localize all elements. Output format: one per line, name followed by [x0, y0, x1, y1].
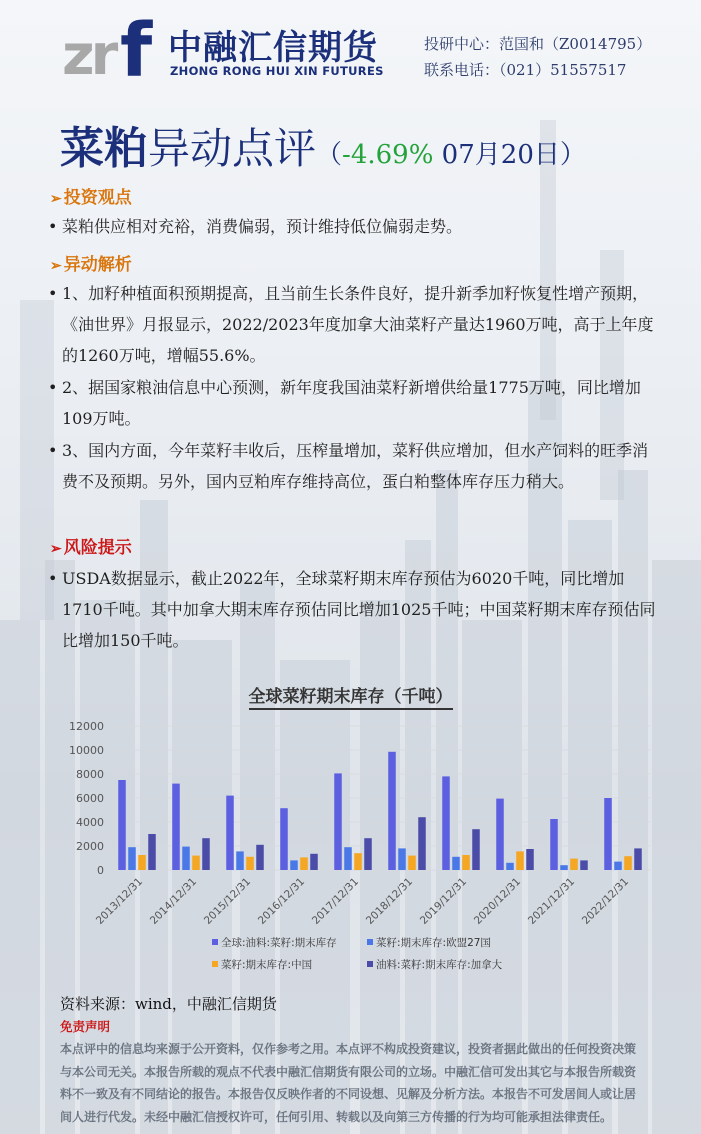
bullet-icon: •	[48, 378, 58, 397]
chart-title: 全球菜籽期末库存（千吨）	[0, 682, 701, 707]
bullet-icon: •	[48, 569, 58, 588]
bar	[634, 848, 642, 870]
bar	[408, 856, 416, 870]
analysis-item-3: • 3、国内方面，今年菜籽丰收后，压榨量增加，菜籽供应增加，但水产饲料的旺季消费不及预期。另外，国内豆粕库存维持高位，蛋白粕整体库存压力稍大。	[48, 435, 658, 497]
stock-bar-chart	[55, 710, 665, 995]
bar	[418, 817, 426, 870]
bar	[398, 848, 406, 870]
x-tick-label: 2018/12/31	[363, 875, 416, 927]
section-risk-title: 风险提示	[63, 538, 132, 558]
risk-item: • USDA数据显示，截止2022年，全球菜籽期末库存预估为6020千吨，同比增加1710千吨。其中加拿大期末库存预估同比增加1025千吨；中国菜籽期末库存预估同比增加150千吨。	[48, 563, 658, 656]
bullet-icon: •	[48, 441, 58, 460]
x-tick-label: 2015/12/31	[201, 875, 254, 927]
page-title	[60, 112, 586, 176]
bar	[452, 857, 460, 870]
bar	[280, 808, 288, 870]
bar	[604, 798, 612, 870]
x-tick-label: 2014/12/31	[147, 875, 200, 927]
bar	[526, 849, 534, 870]
company-name-cn: 中融汇信期货	[168, 28, 378, 68]
x-tick-label: 2021/12/31	[525, 875, 578, 927]
bar	[138, 855, 146, 870]
bar	[580, 860, 588, 870]
section-analysis-title: 异动解析	[63, 255, 132, 275]
data-source: 资料来源：wind，中融汇信期货	[60, 995, 277, 1013]
arrow-icon: ➢	[50, 191, 62, 207]
bar	[310, 854, 318, 870]
legend-swatch	[212, 939, 218, 945]
title-change: -4.69%	[342, 140, 434, 170]
x-tick-label: 2013/12/31	[93, 875, 146, 927]
bar	[506, 863, 514, 870]
bar	[472, 829, 480, 870]
bar	[246, 857, 254, 870]
bar	[256, 845, 264, 870]
bullet-icon: •	[48, 284, 58, 303]
x-tick-label: 2022/12/31	[579, 875, 632, 927]
legend-swatch	[367, 939, 373, 945]
bar	[236, 851, 244, 870]
company-name-en: ZHONG RONG HUI XIN FUTURES	[170, 64, 384, 78]
legend-swatch	[212, 961, 218, 967]
svg-text:f: f	[120, 12, 153, 84]
bar	[388, 752, 396, 870]
y-tick-label: 6000	[76, 792, 104, 805]
bar	[192, 856, 200, 870]
disclaimer-title: 免责声明	[60, 1019, 111, 1034]
title-main: 异动点评	[148, 124, 317, 173]
x-tick-label: 2016/12/31	[255, 875, 308, 927]
bar	[462, 855, 470, 870]
bullet-icon: •	[48, 217, 58, 236]
title-product: 菜粕	[60, 123, 148, 174]
contact-researcher: 投研中心：范国和（Z0014795）	[424, 35, 652, 53]
bar	[128, 847, 136, 870]
legend-label: 油料:菜籽:期末库存:加拿大	[376, 959, 503, 971]
section-risk-heading	[50, 533, 132, 558]
bar	[202, 838, 210, 870]
legend-label: 全球:油料:菜籽:期末库存	[221, 937, 337, 949]
arrow-icon: ➢	[50, 258, 62, 274]
x-tick-label: 2020/12/31	[471, 875, 524, 927]
bar	[334, 773, 342, 870]
y-tick-label: 8000	[76, 768, 104, 781]
section-view-title: 投资观点	[63, 188, 132, 208]
y-tick-label: 12000	[69, 720, 104, 733]
disclaimer-text: 本点评中的信息均来源于公开资料，仅作参考之用。本点评不构成投资建议，投资者据此做出的任何投资决策与本公司无关。本报告所载的观点不代表中融汇信期货有限公司的立场。中融汇信可发出其它与本报告所载资料不一致及有不同结论的报告。本报告仅反映作者的不同设想、见解及分析方法。本报告不可发居间人或让居间人进行代发。未经中融汇信授权许可，任何引用、转载以及向第三方传播的行为均可能承担法律责任。	[60, 1042, 637, 1124]
bar	[182, 847, 190, 870]
bar	[344, 847, 352, 870]
title-paren-close: ）	[559, 140, 586, 170]
bar	[148, 834, 156, 870]
svg-text:zr: zr	[62, 23, 115, 84]
bar	[172, 784, 180, 870]
bar	[624, 856, 632, 870]
company-logo-icon	[62, 12, 162, 84]
bar	[364, 838, 372, 870]
bar	[118, 780, 126, 870]
bar	[560, 865, 568, 870]
analysis-item-2: • 2、据国家粮油信息中心预测，新年度我国油菜籽新增供给量1775万吨，同比增加109万吨。	[48, 372, 658, 434]
legend-label: 菜籽:期末库存:欧盟27国	[376, 937, 491, 949]
analysis-item-1: • 1、加籽种植面积预期提高，且当前生长条件良好，提升新季加籽恢复性增产预期，《油世界》月报显示，2022/2023年度加拿大油菜籽产量达1960万吨，高于上年度的1260万吨，增幅55.6%。	[48, 278, 658, 371]
contact-phone: 联系电话：（021）51557517	[424, 61, 627, 79]
bar	[442, 776, 450, 870]
bar	[550, 819, 558, 870]
bar	[496, 799, 504, 870]
legend-label: 菜籽:期末库存:中国	[221, 959, 313, 971]
section-analysis-heading	[50, 250, 132, 275]
bar	[570, 859, 578, 870]
y-tick-label: 10000	[69, 744, 104, 757]
bar	[516, 851, 524, 870]
x-tick-label: 2019/12/31	[417, 875, 470, 927]
bar	[354, 853, 362, 870]
header	[0, 0, 701, 100]
bar	[614, 862, 622, 870]
bar	[300, 857, 308, 870]
y-tick-label: 0	[97, 864, 104, 877]
view-item: • 菜粕供应相对充裕，消费偏弱，预计维持低位偏弱走势。	[48, 211, 658, 242]
y-tick-label: 4000	[76, 816, 104, 829]
section-view-heading	[50, 183, 132, 208]
arrow-icon: ➢	[50, 541, 62, 557]
title-paren-open: （	[316, 140, 343, 170]
bar	[226, 796, 234, 870]
y-tick-label: 2000	[76, 840, 104, 853]
title-date: 07月20日	[433, 140, 560, 170]
x-tick-label: 2017/12/31	[309, 875, 362, 927]
bar	[290, 860, 298, 870]
legend-swatch	[367, 961, 373, 967]
